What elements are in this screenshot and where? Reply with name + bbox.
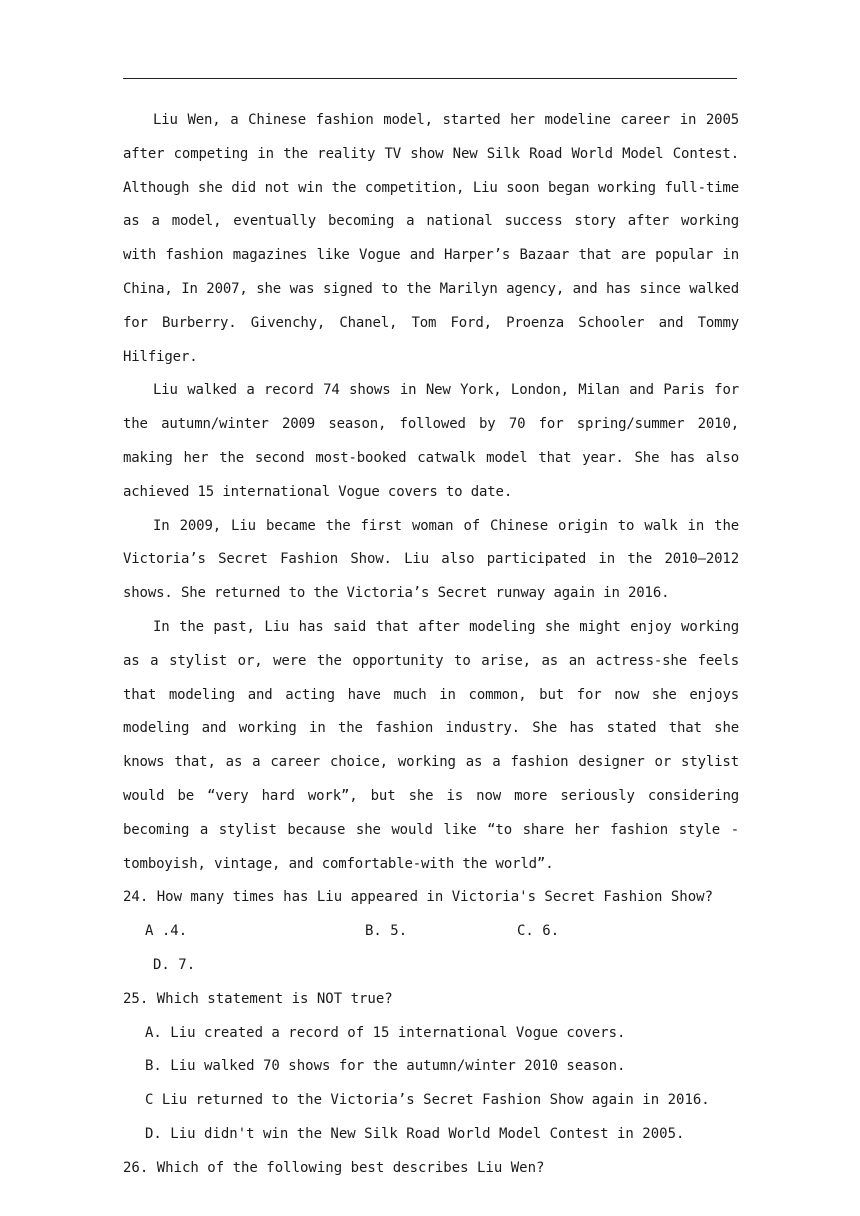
question-24-options-row — [123, 915, 739, 949]
question-25-stem: 25. Which statement is NOT true? — [123, 990, 393, 1007]
question-24-stem: 24. How many times has Liu appeared in Victoria's Secret Fashion Show? — [123, 889, 714, 906]
header-rule — [123, 78, 737, 79]
question-24-option-c: C. 6. — [517, 923, 560, 940]
passage-paragraph-1: Liu Wen, a Chinese fashion model, started her modeline career in 2005 after competing in the reality TV show New Silk Road World Model Contest. Although she did not win the competition, Liu soon began working full-time as a model, eventually becoming a national success story after working with fashion magazines like Vogue and Harper’s Bazaar that are popular in China, In 2007, she was signed to the Marilyn agency, and has since walked for Burberry. Givenchy, Chanel, Tom Ford, Proenza Schooler and Tommy Hilfiger. — [123, 112, 739, 365]
question-26-stem: 26. Which of the following best describes Liu Wen? — [123, 1159, 545, 1176]
passage-paragraph-4: In the past, Liu has said that after modeling she might enjoy working as a stylist or, were the opportunity to arise, as an actress-she feels that modeling and acting have much in common, but for now she enjoys modeling and working in the fashion industry. She has stated that she knows that, as a career choice, working as a fashion designer or stylist would be “very hard work”, but she is now more seriously considering becoming a stylist because she would like “to share her fashion style -tomboyish, vintage, and comfortable-with the world”. — [123, 618, 739, 872]
question-25-option-b: B. Liu walked 70 shows for the autumn/winter 2010 season. — [145, 1058, 626, 1075]
passage-paragraph-3: In 2009, Liu became the first woman of Chinese origin to walk in the Victoria’s Secret Fashion Show. Liu also participated in the 2010—2012 shows. She returned to the Victoria’s Secret runway again in 2016. — [123, 517, 739, 602]
question-25-option-c: C Liu returned to the Victoria’s Secret Fashion Show again in 2016. — [145, 1092, 710, 1109]
question-25-option-d: D. Liu didn't win the New Silk Road World Model Contest in 2005. — [145, 1125, 685, 1142]
question-24-option-b: B. 5. — [365, 923, 408, 940]
document-body — [123, 104, 739, 1186]
question-24-option-d: D. 7. — [153, 956, 196, 973]
question-24-option-a: A .4. — [145, 923, 188, 940]
question-25-option-a: A. Liu created a record of 15 international Vogue covers. — [145, 1024, 626, 1041]
passage-paragraph-2: Liu walked a record 74 shows in New York, London, Milan and Paris for the autumn/winter 2009 season, followed by 70 for spring/summer 2010, making her the second most-booked catwalk model that year. She has also achieved 15 international Vogue covers to date. — [123, 382, 739, 500]
